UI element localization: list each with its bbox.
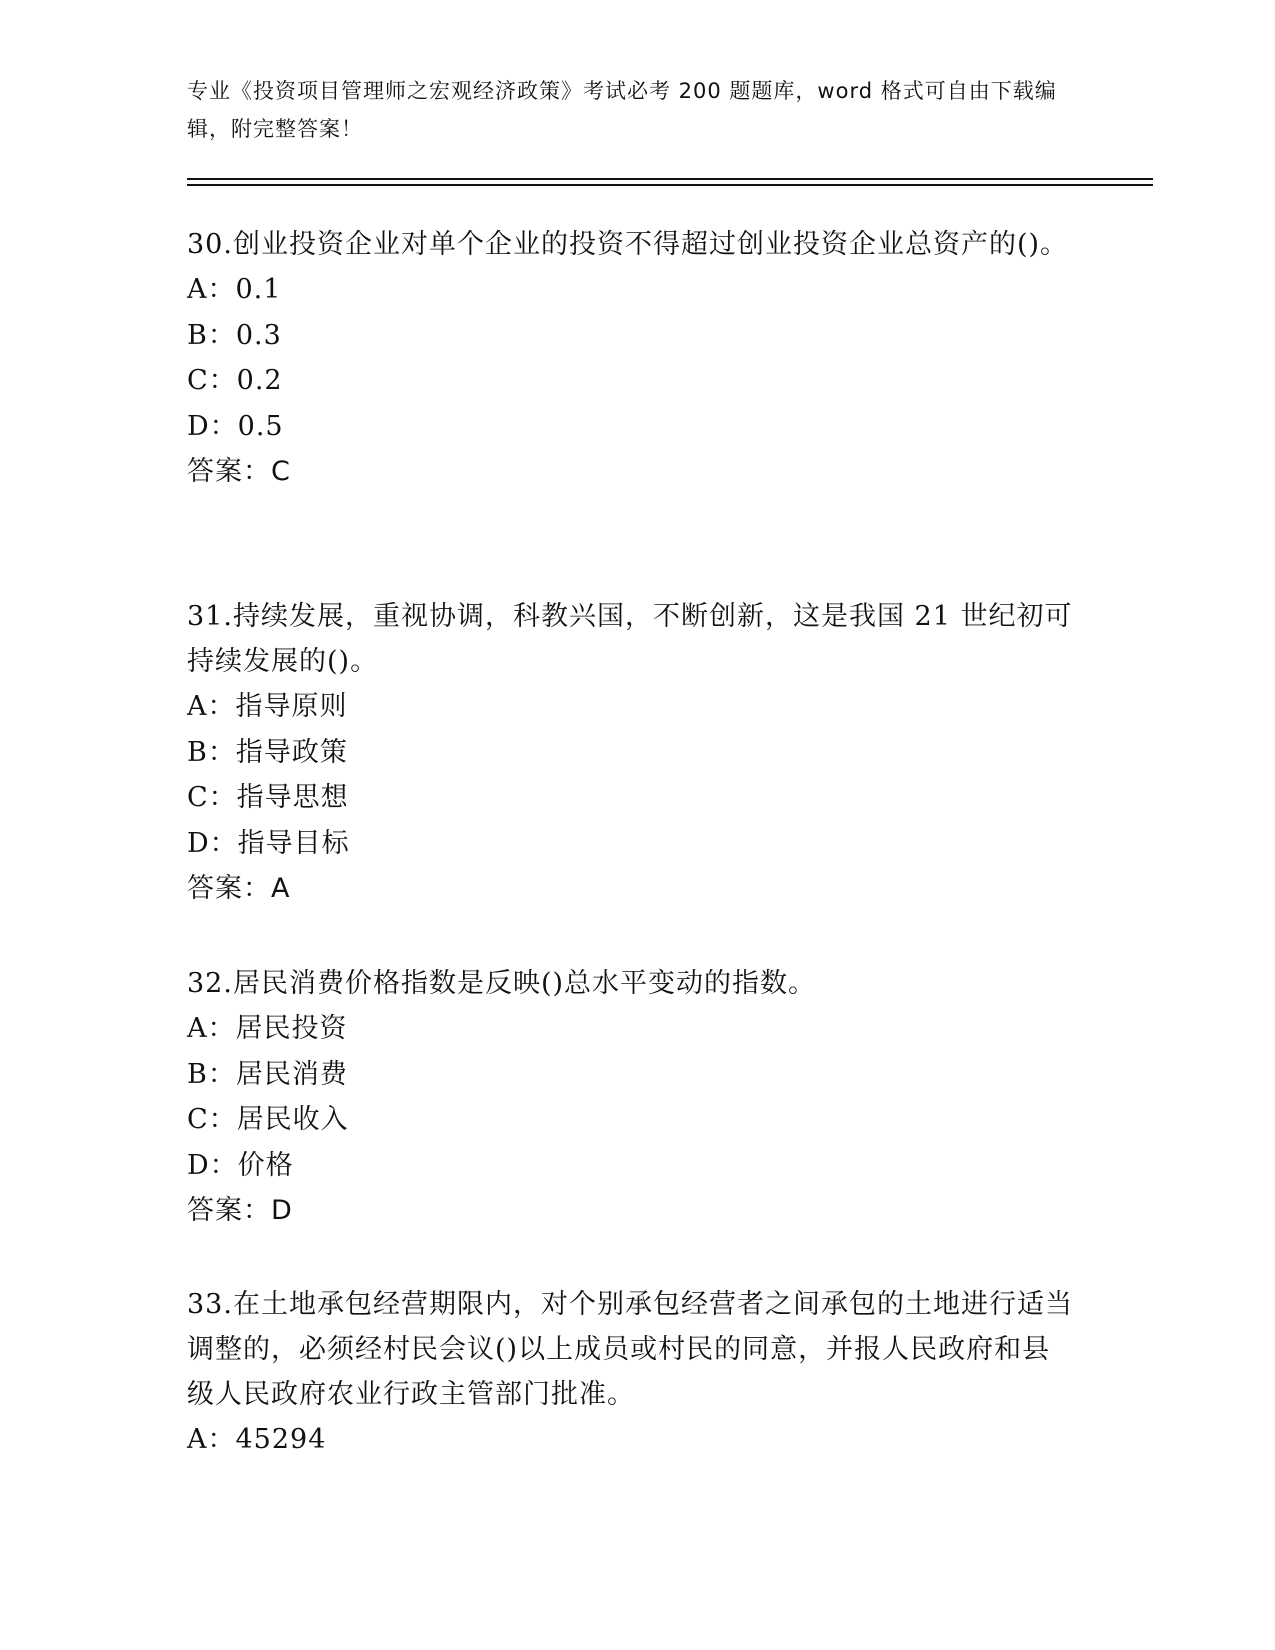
option-a: A：指导原则 [187,691,348,722]
question-stem: 32.居民消费价格指数是反映()总水平变动的指数。 [187,968,817,999]
option-c: C：0.2 [187,365,283,396]
answer-label: 答案：D [187,1195,293,1226]
answer-label: 答案：A [187,873,291,904]
question-33 [187,1282,1077,1463]
option-d: D：0.5 [187,410,284,442]
question-stem: 31.持续发展，重视协调，科教兴国，不断创新，这是我国 21 世纪初可持续发展的()。 [187,601,1073,677]
option-d: D：价格 [187,1149,294,1181]
question-32 [187,961,1077,1234]
question-stem: 30.创业投资企业对单个企业的投资不得超过创业投资企业总资产的()。 [187,229,1069,260]
option-d: D：指导目标 [187,827,350,859]
question-31 [187,594,1077,912]
question-30 [187,222,1077,495]
option-a: A：居民投资 [187,1013,348,1044]
answer-label: 答案：C [187,456,291,487]
question-stem: 33.在土地承包经营期限内，对个别承包经营者之间承包的土地进行适当调整的，必须经村民会议()以上成员或村民的同意，并报人民政府和县级人民政府农业行政主管部门批准。 [187,1289,1073,1410]
document-intro: 专业《投资项目管理师之宏观经济政策》考试必考 200 题题库，word 格式可自由下载编辑，附完整答案！ [187,79,1057,141]
option-a: A：0.1 [187,274,282,305]
option-b: B：指导政策 [187,736,348,768]
option-b: B：0.3 [187,319,282,351]
option-c: C：居民收入 [187,1104,349,1135]
option-b: B：居民消费 [187,1058,348,1090]
option-c: C：指导思想 [187,782,349,813]
header-divider-top [187,178,1153,180]
option-a: A：45294 [187,1424,327,1455]
header-divider-bottom [187,184,1153,186]
